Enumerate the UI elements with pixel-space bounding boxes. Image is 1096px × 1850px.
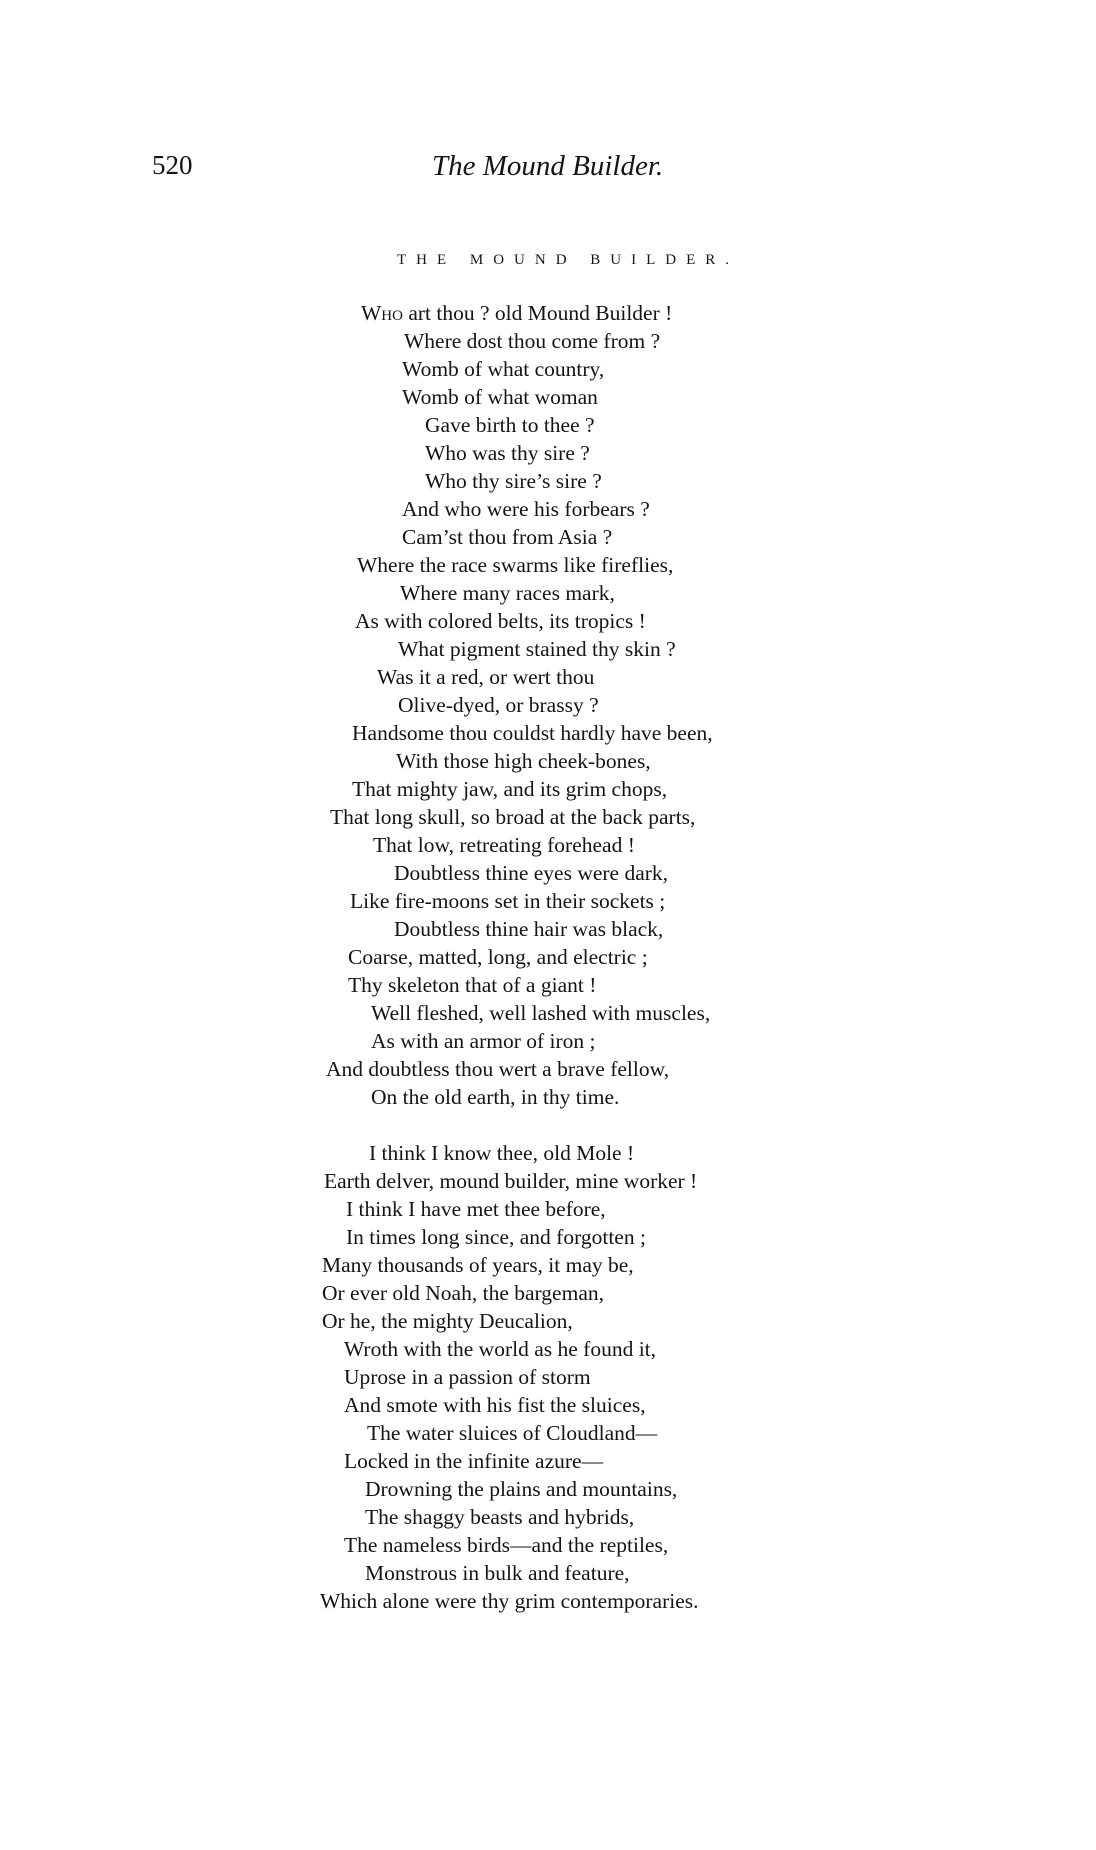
poem-line: And who were his forbears ? <box>402 497 650 521</box>
poem-line: Womb of what country, <box>402 357 605 381</box>
poem-line: Uprose in a passion of storm <box>344 1365 591 1389</box>
poem-line: Gave birth to thee ? <box>425 413 595 437</box>
poem-line: Wroth with the world as he found it, <box>344 1337 657 1361</box>
running-header <box>0 150 1096 190</box>
poem-line: Who was thy sire ? <box>425 441 590 465</box>
poem-line: Or ever old Noah, the bargeman, <box>322 1281 604 1305</box>
poem-line: Monstrous in bulk and feature, <box>365 1561 630 1585</box>
poem-line: The shaggy beasts and hybrids, <box>365 1505 635 1529</box>
poem-line: That low, retreating forehead ! <box>373 833 635 857</box>
poem-line: Well fleshed, well lashed with muscles, <box>371 1001 711 1025</box>
poem-line: Cam’st thou from Asia ? <box>402 525 613 549</box>
poem-line: Where the race swarms like fireflies, <box>357 553 674 577</box>
poem-line: Like fire-moons set in their sockets ; <box>350 889 666 913</box>
poem-line: Which alone were thy grim contemporaries. <box>320 1589 699 1613</box>
poem-title: THE MOUND BUILDER. <box>396 252 740 268</box>
poem-line: That long skull, so broad at the back parts, <box>330 805 696 829</box>
poem-line: Drowning the plains and mountains, <box>365 1477 678 1501</box>
poem-line: That mighty jaw, and its grim chops, <box>352 777 668 801</box>
running-title: The Mound Builder. <box>432 150 664 182</box>
poem-line: In times long since, and forgotten ; <box>346 1225 646 1249</box>
poem-line: What pigment stained thy skin ? <box>398 637 676 661</box>
poem-line: Many thousands of years, it may be, <box>322 1253 634 1277</box>
poem-line: Was it a red, or wert thou <box>377 665 595 689</box>
poem-line: Locked in the infinite azure— <box>344 1449 604 1473</box>
poem-line: As with colored belts, its tropics ! <box>355 609 646 633</box>
poem-line: Or he, the mighty Deucalion, <box>322 1309 573 1333</box>
poem-line: I think I know thee, old Mole ! <box>369 1141 635 1165</box>
poem-line: As with an armor of iron ; <box>371 1029 596 1053</box>
poem-line: With those high cheek-bones, <box>396 749 651 773</box>
first-word: Who <box>361 301 403 325</box>
poem-line: Womb of what woman <box>402 385 598 409</box>
poem-line: Olive-dyed, or brassy ? <box>398 693 599 717</box>
poem-line: Earth delver, mound builder, mine worker ! <box>324 1169 698 1193</box>
page-number: 520 <box>152 150 193 180</box>
poem-line: On the old earth, in thy time. <box>371 1085 620 1109</box>
poem-line: Coarse, matted, long, and electric ; <box>348 945 648 969</box>
poem-line: The nameless birds—and the reptiles, <box>344 1533 669 1557</box>
poem-line: I think I have met thee before, <box>346 1197 606 1221</box>
poem-line: Thy skeleton that of a giant ! <box>348 973 597 997</box>
poem-line: Who thy sire’s sire ? <box>425 469 602 493</box>
poem-line: Doubtless thine hair was black, <box>394 917 664 941</box>
poem-line: Where dost thou come from ? <box>404 329 661 353</box>
poem-line: Where many races mark, <box>400 581 615 605</box>
poem-line: And doubtless thou wert a brave fellow, <box>326 1057 670 1081</box>
poem-line: Handsome thou couldst hardly have been, <box>352 721 713 745</box>
poem-line: Doubtless thine eyes were dark, <box>394 861 669 885</box>
poem-line: And smote with his fist the sluices, <box>344 1393 646 1417</box>
poem-line: The water sluices of Cloudland— <box>367 1421 658 1445</box>
poem-line: Who art thou ? old Mound Builder ! <box>361 301 673 325</box>
